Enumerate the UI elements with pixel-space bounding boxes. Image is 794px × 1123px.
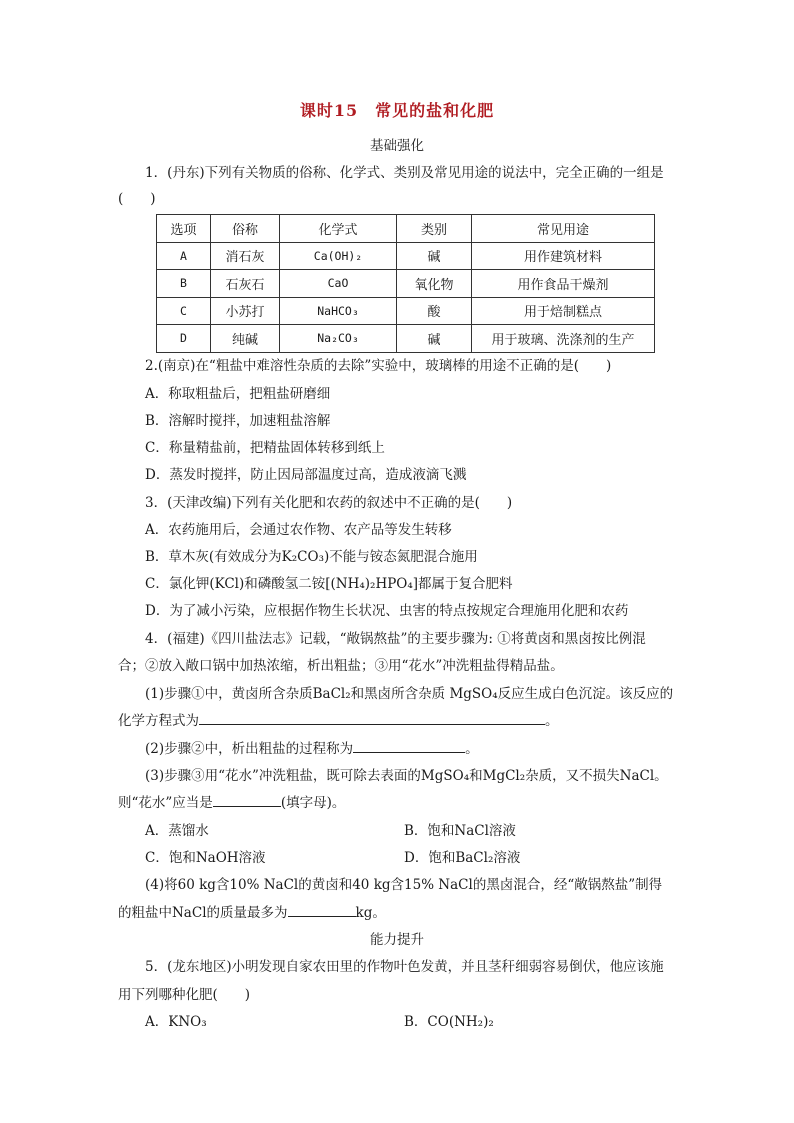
cell-use: 用作建筑材料	[472, 242, 655, 270]
answer-blank[interactable]	[213, 792, 281, 807]
q4-part3-end: (填字母)。	[280, 795, 346, 811]
cell-option: D	[157, 325, 211, 353]
cell-use: 用于焙制糕点	[472, 297, 655, 325]
q2-stem: 2.(南京)在“粗盐中难溶性杂质的去除”实验中，玻璃棒的用途不正确的是( )	[145, 358, 612, 374]
cell-common-name: 石灰石	[211, 270, 280, 298]
q4-part3-line2	[118, 791, 345, 811]
cell-formula: CaO	[280, 270, 397, 298]
cell-class: 碱	[397, 242, 472, 270]
header-cell: 选项	[157, 215, 211, 243]
cell-class: 氧化物	[397, 270, 472, 298]
q4-part1-line1: (1)步骤①中，黄卤所含杂质BaCl₂和黑卤所含杂质 MgSO₄反应生成白色沉淀。该反应的	[145, 686, 674, 702]
q5-stem-line1: 5．(龙东地区)小明发现自家农田里的作物叶色发黄，并且茎秆细弱容易倒伏，他应该施	[145, 959, 664, 975]
header-cell: 常见用途	[472, 215, 655, 243]
q5-stem-line2: 用下列哪种化肥( )	[118, 987, 251, 1003]
section-advanced: 能力提升	[370, 932, 424, 948]
q4-part4-prefix: 的粗盐中NaCl的质量最多为	[118, 905, 288, 921]
q4-part4-line1: (4)将60 kg含10% NaCl的黄卤和40 kg含15% NaCl的黑卤混合，经“敞锅熬盐”制得	[145, 877, 663, 893]
cell-formula: Na₂CO₃	[280, 325, 397, 353]
cell-use: 用于玻璃、洗涤剂的生产	[472, 325, 655, 353]
q2-option-c: C．称量精盐前，把精盐固体转移到纸上	[145, 440, 385, 456]
cell-common-name: 消石灰	[211, 242, 280, 270]
q4-part1-prefix: 化学方程式为	[118, 713, 199, 729]
q2-option-b: B．溶解时搅拌，加速粗盐溶解	[145, 413, 331, 429]
table-row	[157, 270, 655, 298]
q3-option-a: A．农药施用后，会通过农作物、农产品等发生转移	[145, 522, 452, 538]
q4-part3-option-b: B．饱和NaCl溶液	[404, 823, 516, 839]
header-cell: 俗称	[211, 215, 280, 243]
q4-part2	[145, 737, 479, 757]
q5-option-b: B．CO(NH₂)₂	[404, 1014, 494, 1030]
cell-option: A	[157, 242, 211, 270]
q2-option-d: D．蒸发时搅拌，防止因局部温度过高，造成液滴飞溅	[145, 467, 467, 483]
q4-stem-line1: 4．(福建)《四川盐法志》记载，“敞锅熬盐”的主要步骤为: ①将黄卤和黑卤按比例混	[145, 631, 646, 647]
q4-part1-line2	[118, 709, 559, 729]
q4-part2-prefix: (2)步骤②中，析出粗盐的过程称为	[145, 741, 354, 757]
q4-part1-end: 。	[545, 713, 559, 729]
q4-part3-prefix: 则“花水”应当是	[118, 795, 213, 811]
q4-part3-line1: (3)步骤③用“花水”冲洗粗盐，既可除去表面的MgSO₄和MgCl₂杂质，又不损失NaCl。	[145, 768, 668, 784]
cell-class: 酸	[397, 297, 472, 325]
q4-stem-line2: 合；②放入敞口锅中加热浓缩，析出粗盐；③用“花水”冲洗粗盐得精品盐。	[118, 658, 564, 674]
q1-stem-line2: ( )	[118, 191, 156, 207]
q3-option-d: D．为了减小污染，应根据作物生长状况、虫害的特点按规定合理施用化肥和农药	[145, 603, 629, 619]
cell-common-name: 纯碱	[211, 325, 280, 353]
q4-part4-line2	[118, 901, 386, 921]
header-cell: 化学式	[280, 215, 397, 243]
q1-table	[156, 214, 655, 353]
header-cell: 类别	[397, 215, 472, 243]
page-title: 课时15 常见的盐和化肥	[299, 101, 495, 120]
answer-blank[interactable]	[199, 710, 545, 725]
q3-option-b: B．草木灰(有效成分为K₂CO₃)不能与铵态氮肥混合施用	[145, 549, 478, 565]
q5-option-a: A．KNO₃	[145, 1014, 207, 1030]
section-basic: 基础强化	[370, 138, 424, 154]
q1-stem-line1: 1．(丹东)下列有关物质的俗称、化学式、类别及常见用途的说法中，完全正确的一组是	[145, 165, 664, 181]
answer-blank[interactable]	[353, 738, 465, 753]
table-row	[157, 297, 655, 325]
answer-blank[interactable]	[288, 902, 356, 917]
cell-common-name: 小苏打	[211, 297, 280, 325]
q2-option-a: A．称取粗盐后，把粗盐研磨细	[145, 386, 331, 402]
q3-stem: 3．(天津改编)下列有关化肥和农药的叙述中不正确的是( )	[145, 495, 513, 511]
cell-formula: NaHCO₃	[280, 297, 397, 325]
table-row	[157, 325, 655, 353]
q4-part3-option-a: A．蒸馏水	[145, 823, 209, 839]
q4-part4-end: kg。	[355, 905, 386, 921]
cell-formula: Ca(OH)₂	[280, 242, 397, 270]
cell-option: B	[157, 270, 211, 298]
table-row	[157, 242, 655, 270]
table-header-row	[157, 215, 655, 243]
q4-part3-option-c: C．饱和NaOH溶液	[145, 850, 266, 866]
cell-use: 用作食品干燥剂	[472, 270, 655, 298]
cell-option: C	[157, 297, 211, 325]
cell-class: 碱	[397, 325, 472, 353]
q3-option-c: C．氯化钾(KCl)和磷酸氢二铵[(NH₄)₂HPO₄]都属于复合肥料	[145, 576, 513, 592]
q4-part3-option-d: D．饱和BaCl₂溶液	[404, 850, 521, 866]
q4-part2-end: 。	[465, 741, 479, 757]
